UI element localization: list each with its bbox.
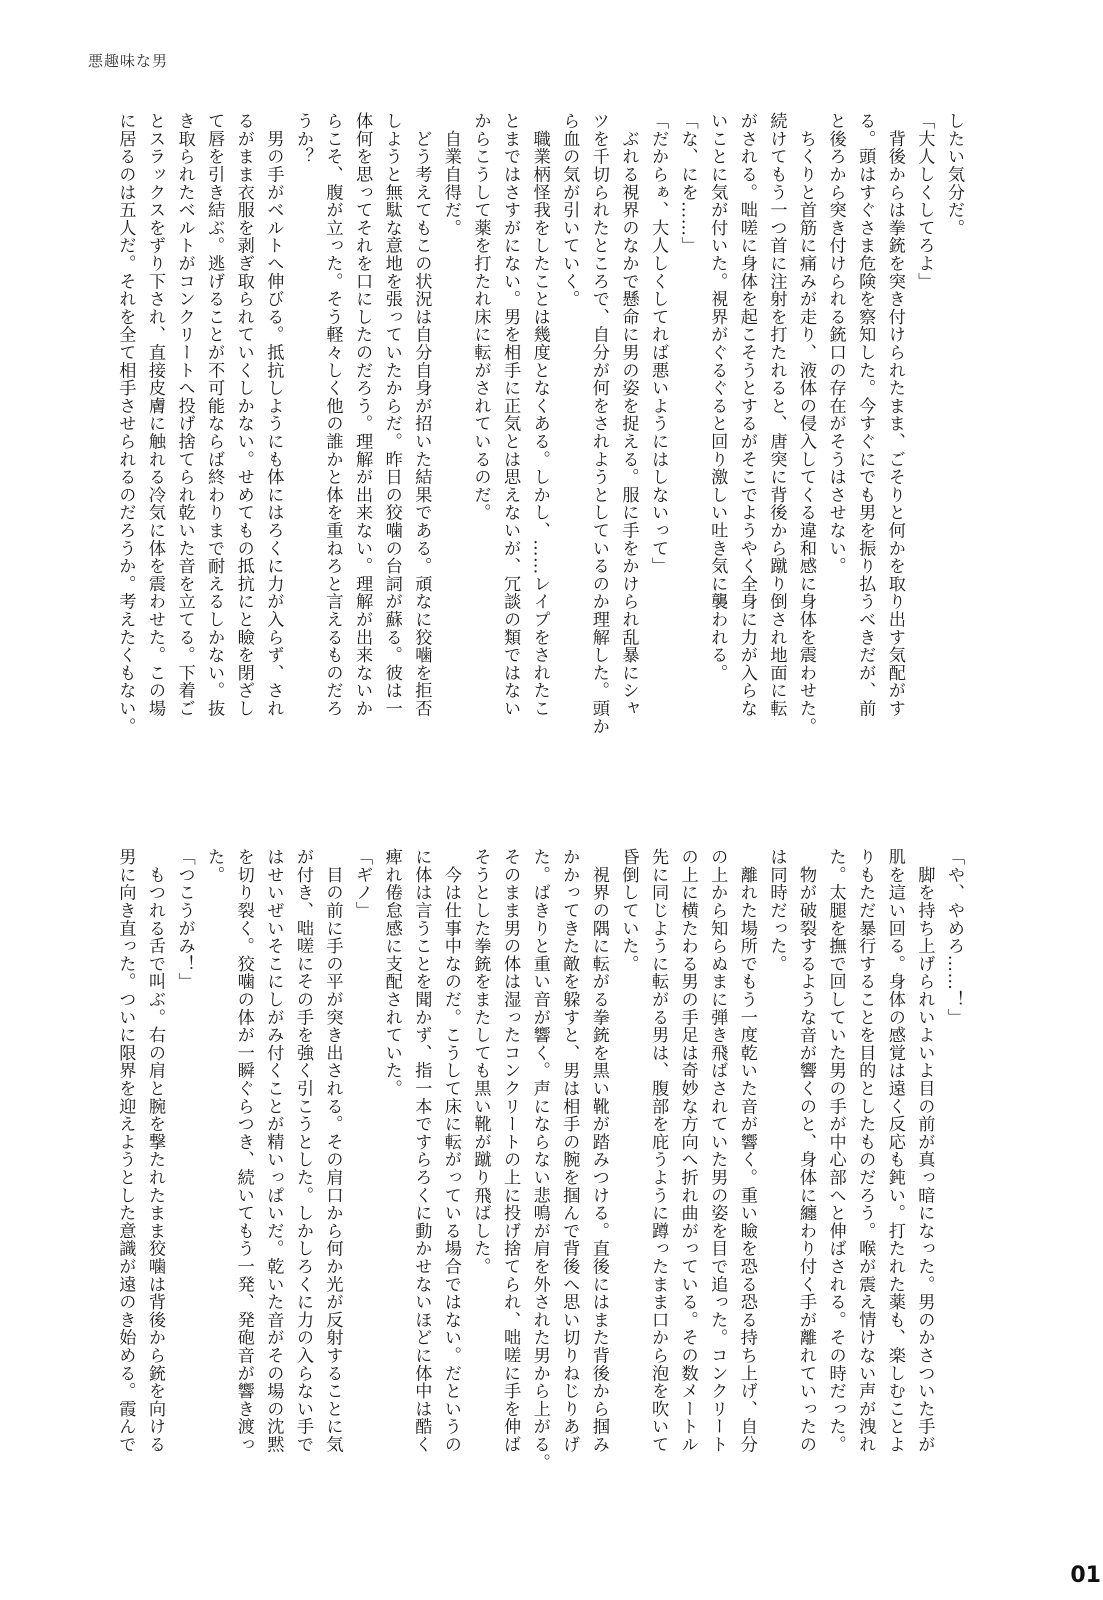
text-column: る。頭はすぐさま危険を察知した。今すぐにでも男を振り払うべきだが、前 xyxy=(855,112,876,718)
page-number: 01 xyxy=(1070,1563,1101,1588)
text-column: て唇を引き結ぶ。逃げることが不可能ならば終わりまで耐えるしかない。抜 xyxy=(204,112,225,718)
text-column: た。ばきりと重い音が響く。声にならない悲鳴が肩を外された男から上がる。 xyxy=(529,848,550,1471)
text-column: 背後からは拳銃を突き付けられたまま、ごそりと何かを取り出す気配がす xyxy=(884,112,905,718)
text-column: ぶれる視界のなかで懸命に男の姿を捉える。服に手をかけられ乱暴にシャ xyxy=(618,112,639,718)
text-column: ら血の気が引いていく。 xyxy=(559,112,580,308)
text-column: 「や、やめろ……！」 xyxy=(944,848,964,1026)
text-column: はせいぜいそこにしがみ付くことが精いっぱいだ。乾いた音がその場の沈黙 xyxy=(263,848,284,1454)
text-block-bottom xyxy=(88,848,968,1548)
text-column: が付き、咄嗟にその手を強く引こうとした。しかしろくに力の入らない手で xyxy=(292,848,313,1454)
text-column: き取られたベルトがコンクリートへ投げ捨てられ乾いた音を立てる。下着ご xyxy=(174,112,195,718)
text-column: とスラックスをずり下され、直接皮膚に触れる冷気に体を震わせた。この場 xyxy=(144,112,165,718)
text-column: 続けてもう一つ首に注射を打たれると、唐突に背後から蹴り倒され地面に転 xyxy=(766,112,787,718)
text-column: がされる。咄嗟に身体を起こそうとするがそこでようやく全身に力が入らな xyxy=(736,112,757,718)
text-column: もつれる舌で叫ぶ。右の肩と腕を撃たれたまま狡噛は背後から銃を向ける xyxy=(144,848,165,1454)
text-column: そうとした拳銃をまたしても黒い靴が蹴り飛ばした。 xyxy=(470,848,491,1276)
text-column: 痺れ倦怠感に支配されていた。 xyxy=(381,848,402,1098)
text-column: に体は言うことを聞かず、指一本ですらろくに動かせないほどに体中は酷く xyxy=(411,848,432,1454)
text-column: 先に同じように転がる男は、腹部を庇うように蹲ったまま口から泡を吹いて xyxy=(648,848,669,1454)
text-column: 男の手がベルトへ伸びる。抵抗しようにも体にはろくに力が入らず、され xyxy=(263,112,284,718)
text-column: た。 xyxy=(204,848,225,884)
text-column: りもただ暴行することを目的としたものだろう。喉が震え情けない声が洩れ xyxy=(855,848,876,1454)
text-column: 「ギノ」 xyxy=(352,848,373,920)
text-column: ツを千切られたところで、自分が何をされようとしているのか理解した。頭か xyxy=(588,112,609,735)
text-column: に居るのは五人だ。それを全て相手させられるのだろうか。考えたくもない。 xyxy=(115,112,136,735)
text-column: 「な、にを……」 xyxy=(677,112,698,255)
text-column: と後ろから突き付けられる銃口の存在がそうはさせない。 xyxy=(825,112,846,575)
text-column: 脚を持ち上げられいよいよ目の前が真っ暗になった。男のかさついた手が xyxy=(914,848,935,1454)
text-column: 「だからぁ、大人しくしてれば悪いようにはしないって」 xyxy=(648,112,669,575)
text-block-top xyxy=(88,112,968,792)
text-column: ちくりと首筋に痛みが走り、液体の侵入してくる違和感に身体を震わせた。 xyxy=(796,112,817,735)
text-column: 体何を思ってそれを口にしたのだろう。理解が出来ない。理解が出来ないか xyxy=(352,112,373,718)
text-column: しようと無駄な意地を張っていたからだ。昨日の狡噛の台詞が蘇る。彼は一 xyxy=(381,112,402,718)
text-column: を切り裂く。狡噛の体が一瞬ぐらつき、続いてもう一発、発砲音が響き渡っ xyxy=(233,848,254,1454)
text-column: 「大人しくしてろよ」 xyxy=(914,112,935,290)
text-column: 物が破裂するような音が響くのと、身体に纏わり付く手が離れていったの xyxy=(796,848,817,1454)
text-column: らこそ、腹が立った。そう軽々しく他の誰かと体を重ねろと言えるものだろ xyxy=(322,112,343,718)
text-column: そのまま男の体は湿ったコンクリートの上に投げ捨てられ、咄嗟に手を伸ば xyxy=(500,848,521,1454)
text-column: とまではさすがにない。男を相手に正気とは思えないが、冗談の類ではない xyxy=(500,112,521,718)
text-column: は同時だった。 xyxy=(766,848,787,973)
text-column: したい気分だ。 xyxy=(944,112,964,237)
text-column: からこうして薬を打たれ床に転がされているのだ。 xyxy=(470,112,491,522)
text-column: た。太腿を撫で回していた男の手が中心部へと伸ばされる。その時だった。 xyxy=(825,848,846,1454)
text-column: 肌を這い回る。身体の感覚は遠く反応も鈍い。打たれた薬も、楽しむことよ xyxy=(884,848,905,1454)
text-column: るがまま衣服を剥ぎ取られていくしかない。せめてもの抵抗にと瞼を閉ざし xyxy=(233,112,254,718)
text-column: かかってきた敵を躱すと、男は相手の腕を掴んで背後へ思い切りねじりあげ xyxy=(559,848,580,1454)
text-column: 自業自得だ。 xyxy=(440,112,461,237)
text-column: うか？ xyxy=(292,112,313,166)
text-column: 「つこうがみ！」 xyxy=(174,848,195,991)
text-column: 職業柄怪我をしたことは幾度となくある。しかし、……レイプをされたこ xyxy=(529,112,550,718)
text-column: いことに気が付いた。視界がぐるぐると回り激しい吐き気に襲われる。 xyxy=(707,112,728,682)
running-header: 悪趣味な男 xyxy=(88,52,169,70)
text-column: どう考えてもこの状況は自分自身が招いた結果である。頑なに狡噛を拒否 xyxy=(411,112,432,718)
text-column: 目の前に手の平が突き出される。その肩口から何か光が反射することに気 xyxy=(322,848,343,1454)
text-column: 離れた場所でもう一度乾いた音が響く。重い瞼を恐る恐る持ち上げ、自分 xyxy=(736,848,757,1454)
text-column: 昏倒していた。 xyxy=(618,848,639,973)
text-column: の上に横たわる男の手足は奇妙な方向へ折れ曲がっている。その数メートル xyxy=(677,848,698,1454)
text-column: 今は仕事中なのだ。こうして床に転がっている場合ではない。だというの xyxy=(440,848,461,1454)
text-column: 男に向き直った。ついに限界を迎えようとした意識が遠のき始める。霞んで xyxy=(115,848,136,1454)
text-column: の上から知らぬまに弾き飛ばされていた男の姿を目で追った。コンクリート xyxy=(707,848,728,1454)
text-column: 視界の隅に転がる拳銃を黒い靴が踏みつける。直後にはまた背後から掴み xyxy=(588,848,609,1454)
